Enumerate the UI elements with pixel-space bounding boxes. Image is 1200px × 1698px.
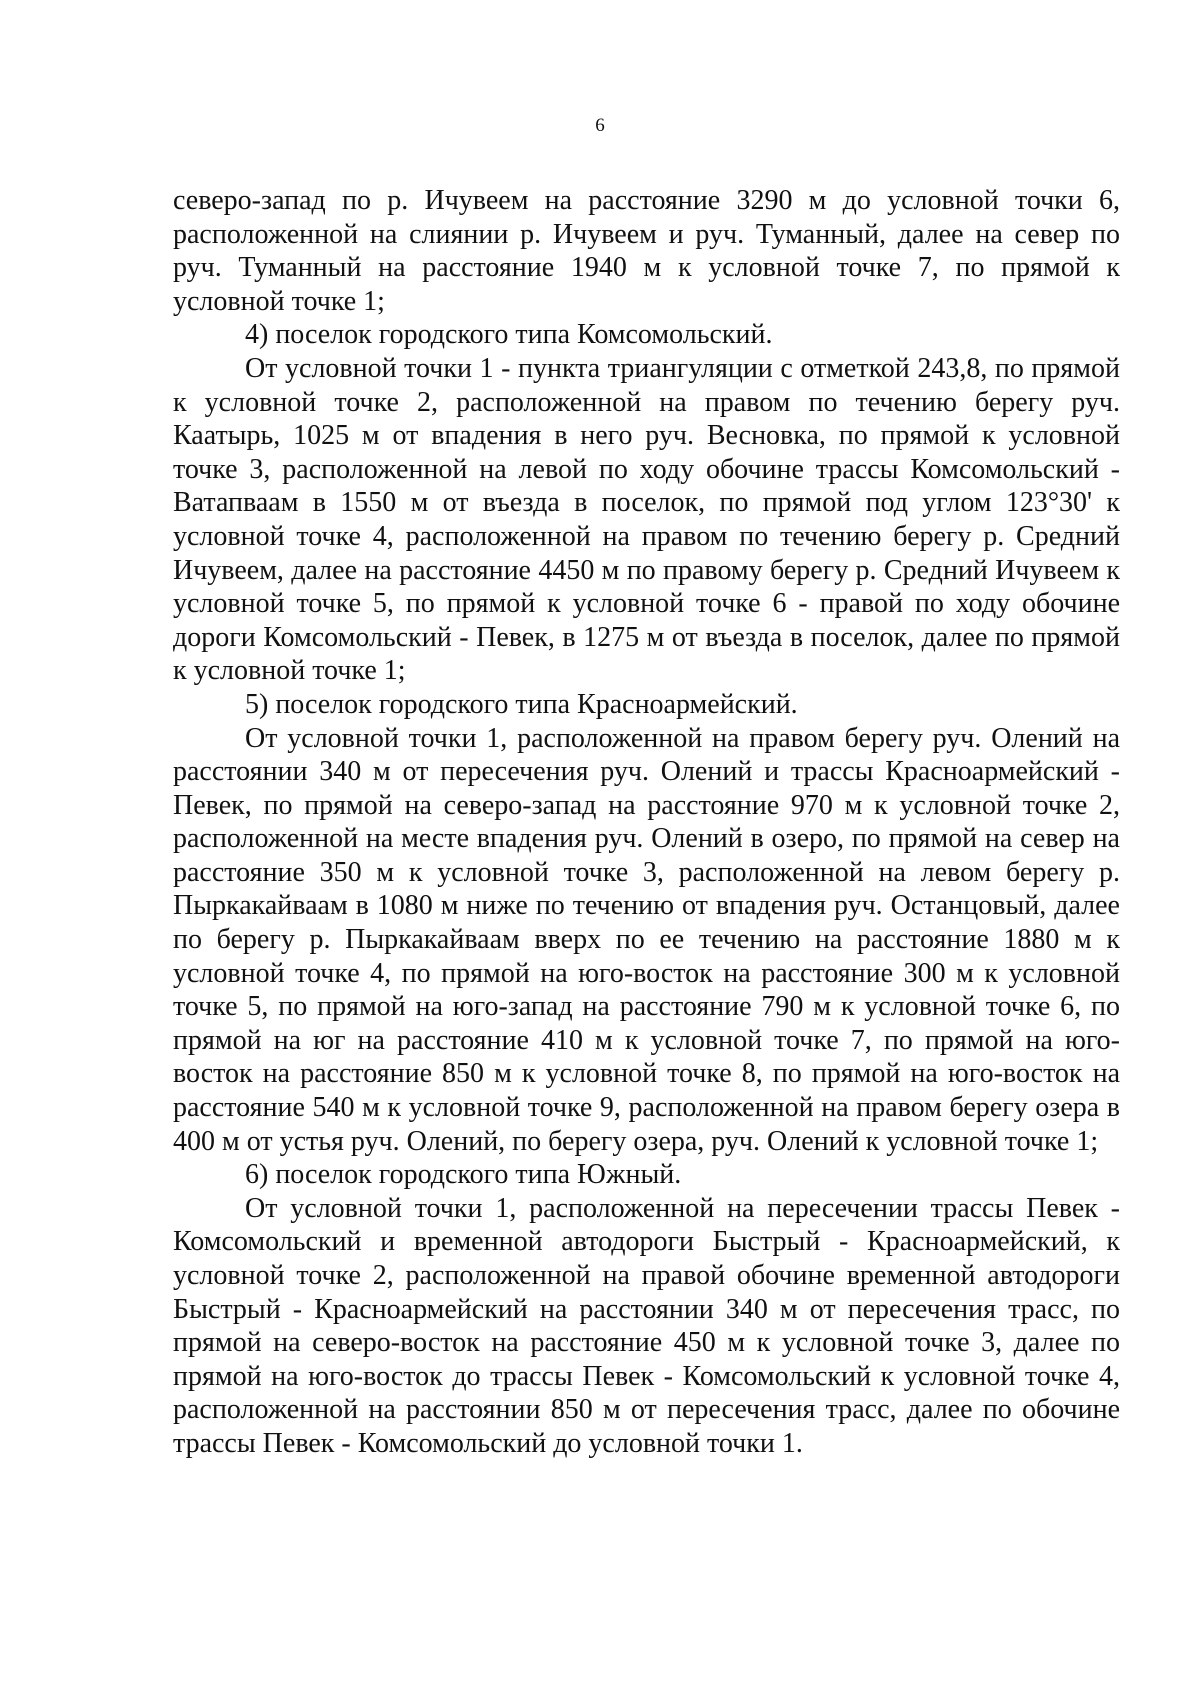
heading-yuzhny: 6) поселок городского типа Южный.: [245, 1159, 682, 1191]
heading-krasnoarmeysky: 5) поселок городского типа Красноармейский.: [245, 688, 798, 720]
paragraph-yuzhny-boundary: От условной точки 1, расположенной на пересечении трассы Певек - Комсомольский и временной автодороги Быстрый - Красноармейский, к условной точке 2, расположенной на правой обочине временной автодороги Быстрый - Красноармейский на расстоянии 340 м от пересечения трасс, по прямой на северо-восток на расстояние 450 м к условной точке 3, далее по прямой на юго-восток до трассы Певек - Комсомольский к условной точке 4, расположенной на расстоянии 850 м от пересечения трасс, далее по обочине трассы Певек - Комсомольский до условной точки 1.: [173, 1192, 1120, 1459]
page-number: 6: [595, 115, 605, 136]
paragraph-komsomolsky-boundary: От условной точки 1 - пункта триангуляции с отметкой 243,8, по прямой к условной точке 2, расположенной на правом по течению берегу руч. Каатырь, 1025 м от впадения в него руч. Весновка, по прямой к условной точке 3, расположенной на левой по ходу обочине трассы Комсомольский - Ватапваам в 1550 м от въезда в поселок, по прямой под углом 123°30' к условной точке 4, расположенной на правом по течению берегу р. Средний Ичувеем, далее на расстояние 4450 м по правому берегу р. Средний Ичувеем к условной точке 5, по прямой к условной точке 6 - правой по ходу обочине дороги Комсомольский - Певек, в 1275 м от въезда в поселок, далее по прямой к условной точке 1;: [173, 352, 1120, 687]
document-body: [173, 184, 1120, 1461]
paragraph-krasnoarmeysky-boundary: От условной точки 1, расположенной на правом берегу руч. Олений на расстоянии 340 м от пересечения руч. Олений и трассы Красноармейский - Певек, по прямой на северо-запад на расстояние 970 м к условной точке 2, расположенной на месте впадения руч. Олений в озеро, по прямой на север на расстояние 350 м к условной точке 3, расположенной на левом берегу р. Пыркакайваам в 1080 м ниже по течению от впадения руч. Останцовый, далее по берегу р. Пыркакайваам вверх по ее течению на расстояние 1880 м к условной точке 4, по прямой на юго-восток на расстояние 300 м к условной точке 5, по прямой на юго-запад на расстояние 790 м к условной точке 6, по прямой на юг на расстояние 410 м к условной точке 7, по прямой на юго-восток на расстояние 850 м к условной точке 8, по прямой на юго-восток на расстояние 540 м к условной точке 9, расположенной на правом берегу озера в 400 м от устья руч. Олений, по берегу озера, руч. Олений к условной точке 1;: [173, 722, 1120, 1157]
paragraph-route-continuation: северо-запад по р. Ичувеем на расстояние 3290 м до условной точки 6, расположенной на слиянии р. Ичувеем и руч. Туманный, далее на север по руч. Туманный на расстояние 1940 м к условной точке 7, по прямой к условной точке 1;: [173, 185, 1120, 317]
heading-komsomolsky: 4) поселок городского типа Комсомольский.: [245, 319, 773, 351]
